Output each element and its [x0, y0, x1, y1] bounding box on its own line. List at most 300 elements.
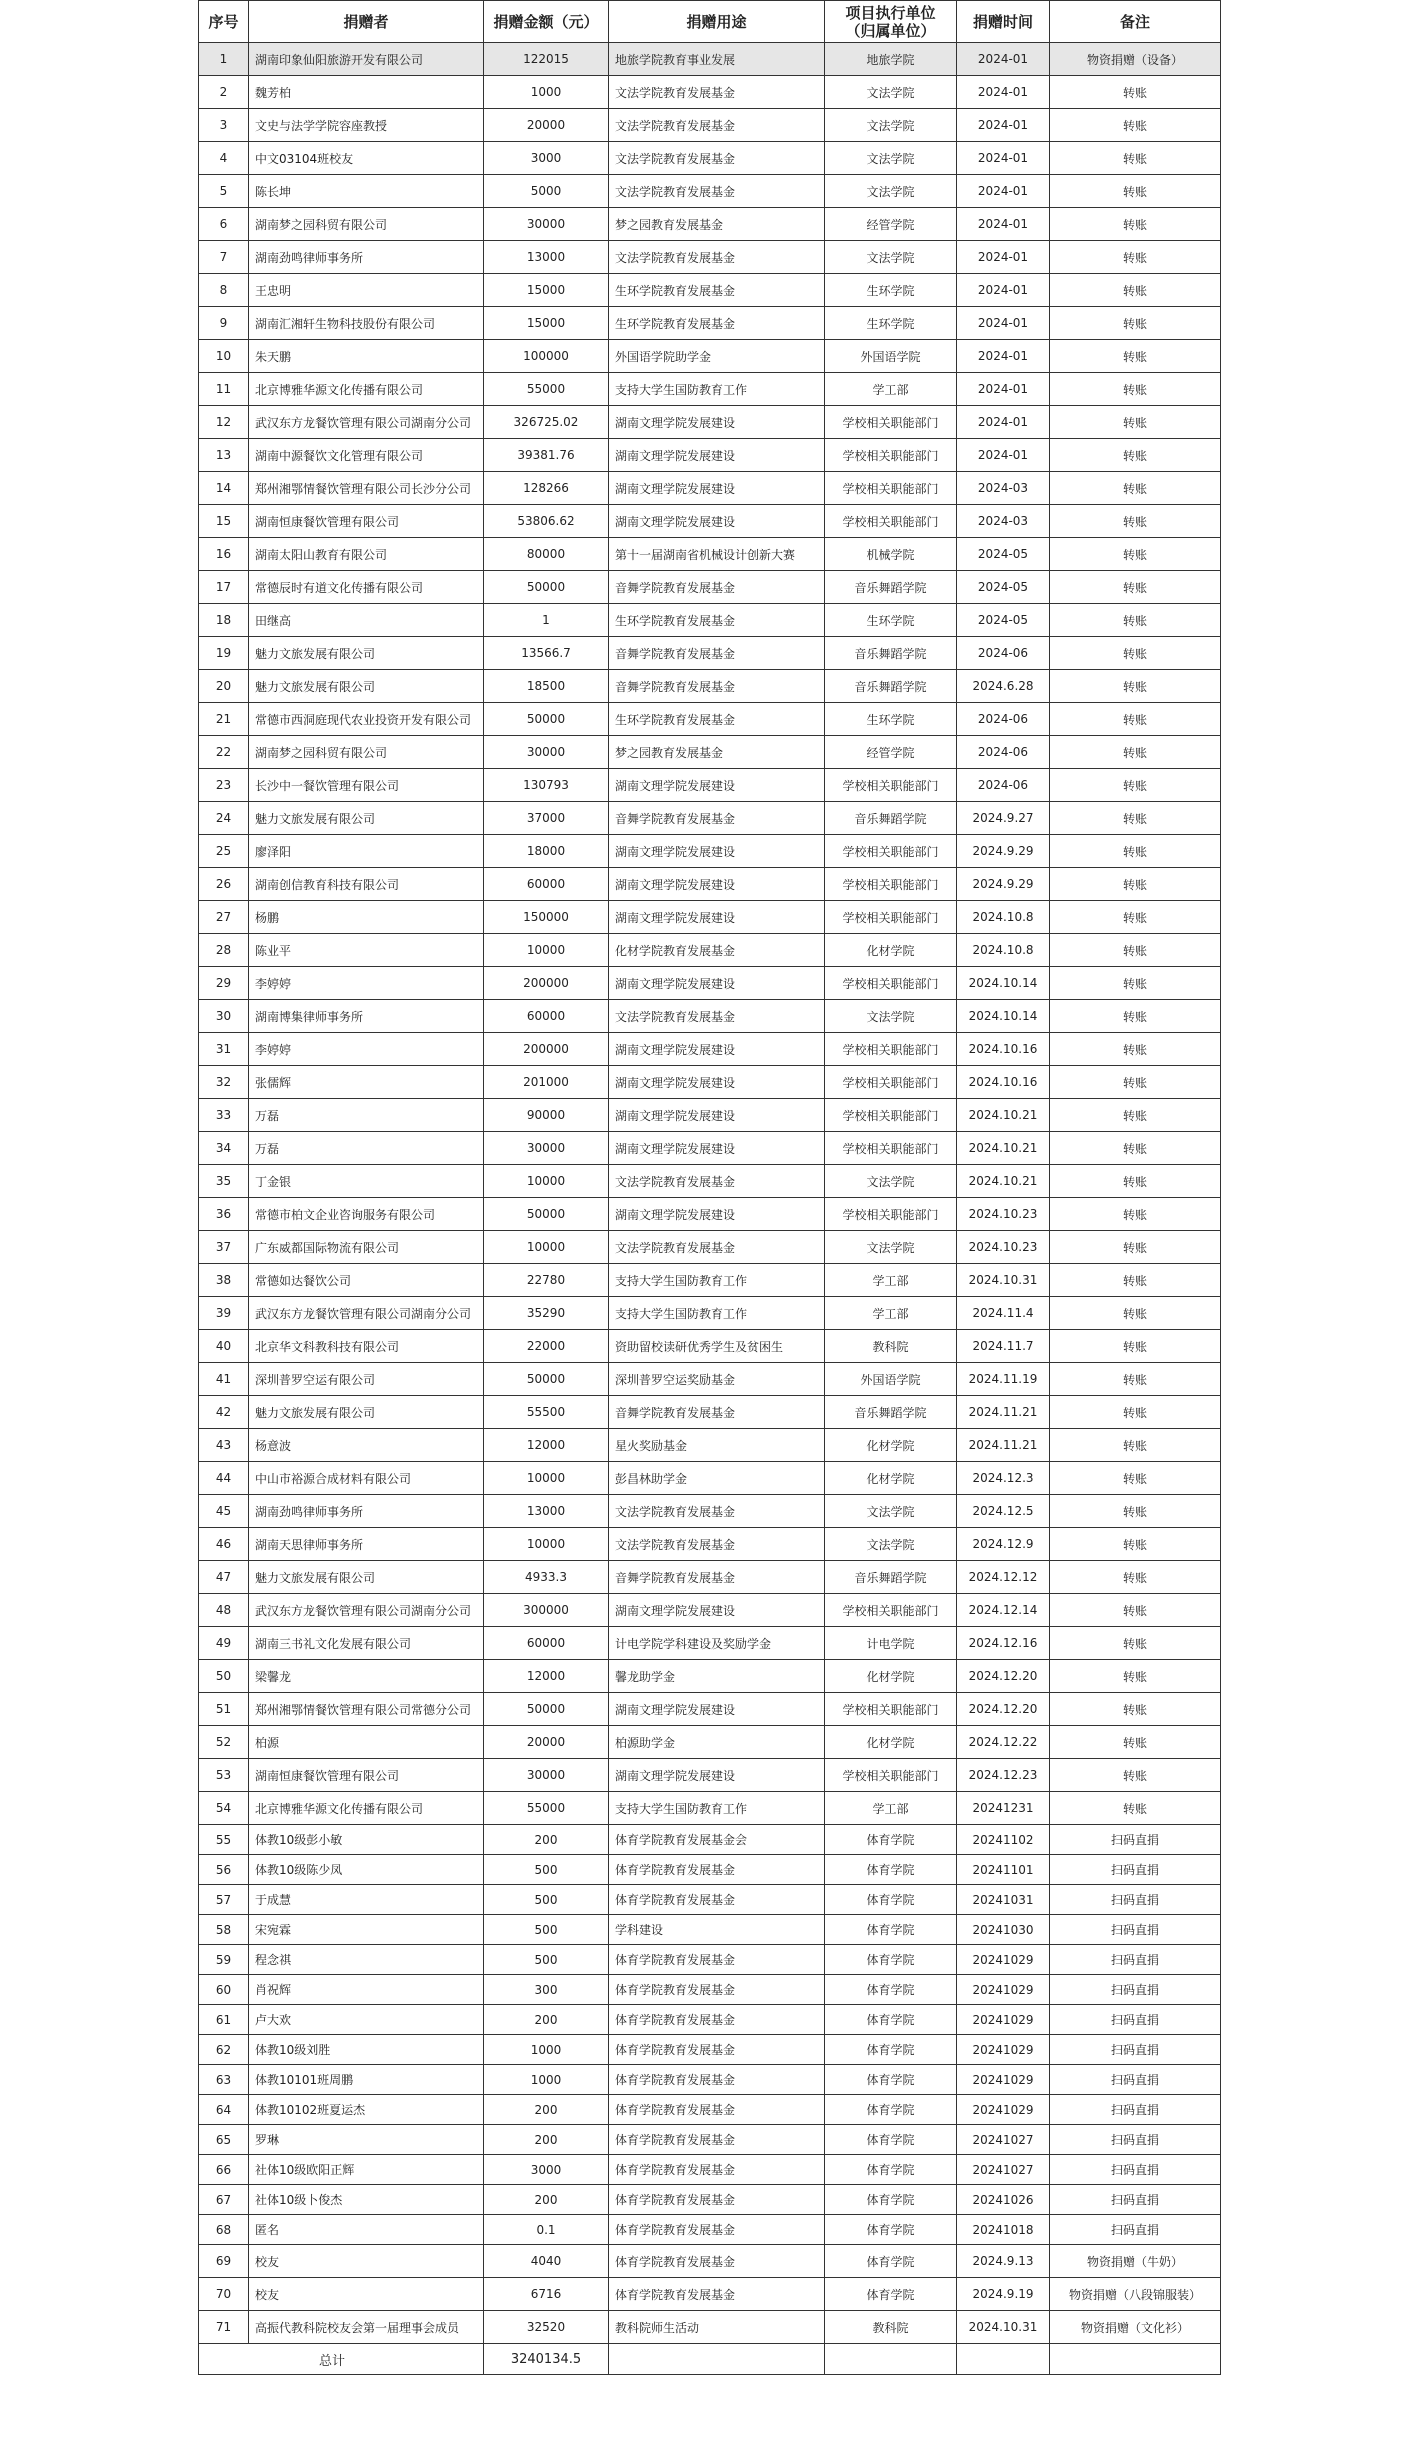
table-row [199, 274, 1221, 307]
cell-index: 32 [199, 1066, 249, 1099]
cell-unit: 学校相关职能部门 [825, 769, 957, 802]
cell-date: 2024.11.21 [957, 1429, 1050, 1462]
cell-index: 7 [199, 241, 249, 274]
cell-purpose: 文法学院教育发展基金 [609, 1231, 825, 1264]
cell-note: 转账 [1050, 109, 1221, 142]
cell-note: 转账 [1050, 1198, 1221, 1231]
cell-date: 2024.10.8 [957, 901, 1050, 934]
cell-donor: 郑州湘鄂情餐饮管理有限公司常德分公司 [249, 1693, 484, 1726]
cell-note: 转账 [1050, 769, 1221, 802]
cell-index: 8 [199, 274, 249, 307]
cell-donor: 李婷婷 [249, 1033, 484, 1066]
cell-unit: 学工部 [825, 1792, 957, 1825]
cell-purpose: 支持大学生国防教育工作 [609, 1297, 825, 1330]
cell-unit: 学校相关职能部门 [825, 1594, 957, 1627]
cell-donor: 湖南创信教育科技有限公司 [249, 868, 484, 901]
cell-amount: 15000 [484, 307, 609, 340]
cell-unit: 化材学院 [825, 1462, 957, 1495]
cell-donor: 梁馨龙 [249, 1660, 484, 1693]
cell-note: 转账 [1050, 868, 1221, 901]
cell-unit: 学校相关职能部门 [825, 1198, 957, 1231]
cell-amount: 35290 [484, 1297, 609, 1330]
table-row [199, 868, 1221, 901]
cell-amount: 500 [484, 1945, 609, 1975]
cell-purpose: 湖南文理学院发展建设 [609, 406, 825, 439]
table-row [199, 1198, 1221, 1231]
cell-donor: 湖南梦之园科贸有限公司 [249, 208, 484, 241]
cell-purpose: 生环学院教育发展基金 [609, 604, 825, 637]
cell-index: 65 [199, 2125, 249, 2155]
cell-unit: 文法学院 [825, 76, 957, 109]
cell-date: 2024.10.23 [957, 1198, 1050, 1231]
cell-note: 转账 [1050, 175, 1221, 208]
cell-note: 转账 [1050, 538, 1221, 571]
cell-unit: 体育学院 [825, 2065, 957, 2095]
table-row [199, 2005, 1221, 2035]
cell-donor: 宋宛霖 [249, 1915, 484, 1945]
table-row [199, 472, 1221, 505]
cell-purpose: 体育学院教育发展基金 [609, 2035, 825, 2065]
cell-date: 2024-01 [957, 274, 1050, 307]
table-row [199, 736, 1221, 769]
cell-note: 转账 [1050, 1231, 1221, 1264]
cell-note: 扫码直捐 [1050, 2065, 1221, 2095]
cell-amount: 200 [484, 2125, 609, 2155]
table-row [199, 439, 1221, 472]
header-index: 序号 [199, 1, 249, 43]
cell-unit: 生环学院 [825, 274, 957, 307]
cell-date: 2024.12.22 [957, 1726, 1050, 1759]
cell-index: 71 [199, 2311, 249, 2344]
cell-amount: 100000 [484, 340, 609, 373]
cell-date: 2024.10.23 [957, 1231, 1050, 1264]
cell-index: 16 [199, 538, 249, 571]
cell-date: 2024-01 [957, 340, 1050, 373]
cell-amount: 50000 [484, 1693, 609, 1726]
cell-unit: 体育学院 [825, 2185, 957, 2215]
cell-donor: 文史与法学学院容座教授 [249, 109, 484, 142]
cell-amount: 10000 [484, 1165, 609, 1198]
table-row [199, 109, 1221, 142]
cell-note: 转账 [1050, 406, 1221, 439]
cell-amount: 326725.02 [484, 406, 609, 439]
cell-note: 转账 [1050, 142, 1221, 175]
cell-date: 20241231 [957, 1792, 1050, 1825]
cell-note: 扫码直捐 [1050, 2155, 1221, 2185]
cell-amount: 12000 [484, 1660, 609, 1693]
cell-unit: 文法学院 [825, 142, 957, 175]
cell-amount: 30000 [484, 1132, 609, 1165]
cell-amount: 200 [484, 2005, 609, 2035]
cell-donor: 校友 [249, 2278, 484, 2311]
cell-donor: 社体10级欧阳正辉 [249, 2155, 484, 2185]
table-row [199, 769, 1221, 802]
cell-note: 转账 [1050, 1330, 1221, 1363]
cell-date: 20241030 [957, 1915, 1050, 1945]
table-row [199, 1855, 1221, 1885]
cell-unit: 化材学院 [825, 1660, 957, 1693]
cell-donor: 中文03104班校友 [249, 142, 484, 175]
cell-date: 2024.12.20 [957, 1693, 1050, 1726]
cell-note: 扫码直捐 [1050, 2125, 1221, 2155]
cell-date: 2024.9.13 [957, 2245, 1050, 2278]
table-row [199, 1792, 1221, 1825]
cell-unit: 体育学院 [825, 1855, 957, 1885]
table-row [199, 2035, 1221, 2065]
cell-purpose: 湖南文理学院发展建设 [609, 835, 825, 868]
cell-date: 2024.11.4 [957, 1297, 1050, 1330]
cell-date: 2024.9.27 [957, 802, 1050, 835]
cell-unit: 文法学院 [825, 1165, 957, 1198]
cell-unit: 学校相关职能部门 [825, 868, 957, 901]
cell-amount: 13000 [484, 241, 609, 274]
cell-donor: 丁金银 [249, 1165, 484, 1198]
cell-date: 2024-01 [957, 175, 1050, 208]
table-row [199, 703, 1221, 736]
cell-amount: 80000 [484, 538, 609, 571]
table-row [199, 142, 1221, 175]
cell-donor: 深圳普罗空运有限公司 [249, 1363, 484, 1396]
cell-amount: 6716 [484, 2278, 609, 2311]
table-row [199, 43, 1221, 76]
cell-date: 2024.12.12 [957, 1561, 1050, 1594]
table-row [199, 1033, 1221, 1066]
cell-date: 20241101 [957, 1855, 1050, 1885]
cell-date: 2024.10.21 [957, 1099, 1050, 1132]
cell-note: 物资捐赠（文化衫） [1050, 2311, 1221, 2344]
cell-purpose: 音舞学院教育发展基金 [609, 637, 825, 670]
cell-purpose: 体育学院教育发展基金 [609, 2005, 825, 2035]
cell-note: 转账 [1050, 1066, 1221, 1099]
table-row [199, 1165, 1221, 1198]
cell-date: 2024-01 [957, 307, 1050, 340]
cell-index: 41 [199, 1363, 249, 1396]
cell-note: 转账 [1050, 571, 1221, 604]
table-row [199, 2311, 1221, 2344]
table-row [199, 1975, 1221, 2005]
cell-index: 70 [199, 2278, 249, 2311]
cell-date: 20241027 [957, 2125, 1050, 2155]
cell-purpose: 湖南文理学院发展建设 [609, 1594, 825, 1627]
cell-unit: 经管学院 [825, 736, 957, 769]
cell-purpose: 梦之园教育发展基金 [609, 208, 825, 241]
cell-purpose: 文法学院教育发展基金 [609, 1528, 825, 1561]
cell-amount: 1000 [484, 76, 609, 109]
table-row [199, 1915, 1221, 1945]
cell-donor: 田继高 [249, 604, 484, 637]
cell-index: 11 [199, 373, 249, 406]
cell-donor: 武汉东方龙餐饮管理有限公司湖南分公司 [249, 1297, 484, 1330]
cell-index: 44 [199, 1462, 249, 1495]
cell-index: 23 [199, 769, 249, 802]
cell-donor: 体教10级陈少凤 [249, 1855, 484, 1885]
cell-amount: 55000 [484, 1792, 609, 1825]
table-row [199, 1462, 1221, 1495]
cell-donor: 高振代教科院校友会第一届理事会成员 [249, 2311, 484, 2344]
table-row [199, 2278, 1221, 2311]
table-row [199, 2065, 1221, 2095]
cell-date: 20241029 [957, 1975, 1050, 2005]
cell-purpose: 体育学院教育发展基金 [609, 2065, 825, 2095]
cell-index: 4 [199, 142, 249, 175]
cell-index: 37 [199, 1231, 249, 1264]
cell-index: 15 [199, 505, 249, 538]
cell-date: 2024.12.23 [957, 1759, 1050, 1792]
cell-amount: 200 [484, 2095, 609, 2125]
cell-amount: 22780 [484, 1264, 609, 1297]
total-empty [1050, 2344, 1221, 2375]
cell-donor: 陈业平 [249, 934, 484, 967]
cell-donor: 匿名 [249, 2215, 484, 2245]
cell-unit: 音乐舞蹈学院 [825, 670, 957, 703]
cell-date: 20241026 [957, 2185, 1050, 2215]
header-date: 捐赠时间 [957, 1, 1050, 43]
cell-amount: 200000 [484, 967, 609, 1000]
table-row [199, 2125, 1221, 2155]
cell-note: 转账 [1050, 1297, 1221, 1330]
cell-purpose: 体育学院教育发展基金 [609, 1945, 825, 1975]
cell-donor: 广东威都国际物流有限公司 [249, 1231, 484, 1264]
table-row [199, 2095, 1221, 2125]
cell-date: 2024.10.31 [957, 1264, 1050, 1297]
cell-purpose: 文法学院教育发展基金 [609, 1495, 825, 1528]
cell-unit: 生环学院 [825, 604, 957, 637]
table-row [199, 1885, 1221, 1915]
cell-purpose: 星火奖励基金 [609, 1429, 825, 1462]
cell-amount: 201000 [484, 1066, 609, 1099]
cell-unit: 学校相关职能部门 [825, 439, 957, 472]
table-row [199, 340, 1221, 373]
cell-purpose: 体育学院教育发展基金 [609, 1975, 825, 2005]
cell-unit: 学校相关职能部门 [825, 472, 957, 505]
cell-index: 31 [199, 1033, 249, 1066]
cell-amount: 200000 [484, 1033, 609, 1066]
cell-amount: 20000 [484, 109, 609, 142]
table-row [199, 1396, 1221, 1429]
cell-date: 2024-01 [957, 406, 1050, 439]
cell-purpose: 化材学院教育发展基金 [609, 934, 825, 967]
cell-donor: 湖南汇湘轩生物科技股份有限公司 [249, 307, 484, 340]
cell-index: 26 [199, 868, 249, 901]
cell-date: 2024.12.20 [957, 1660, 1050, 1693]
table-row [199, 571, 1221, 604]
cell-index: 64 [199, 2095, 249, 2125]
cell-amount: 500 [484, 1915, 609, 1945]
cell-date: 2024.10.21 [957, 1165, 1050, 1198]
cell-date: 2024-06 [957, 703, 1050, 736]
cell-date: 2024.9.29 [957, 835, 1050, 868]
cell-unit: 文法学院 [825, 175, 957, 208]
cell-note: 转账 [1050, 1495, 1221, 1528]
cell-date: 2024.6.28 [957, 670, 1050, 703]
cell-date: 20241029 [957, 2035, 1050, 2065]
cell-index: 18 [199, 604, 249, 637]
cell-note: 转账 [1050, 934, 1221, 967]
table-row [199, 637, 1221, 670]
cell-unit: 学校相关职能部门 [825, 1066, 957, 1099]
cell-unit: 体育学院 [825, 2245, 957, 2278]
cell-purpose: 湖南文理学院发展建设 [609, 769, 825, 802]
table-row [199, 1726, 1221, 1759]
cell-unit: 外国语学院 [825, 340, 957, 373]
cell-index: 62 [199, 2035, 249, 2065]
cell-note: 转账 [1050, 1165, 1221, 1198]
table-row [199, 2185, 1221, 2215]
cell-note: 扫码直捐 [1050, 2005, 1221, 2035]
cell-purpose: 音舞学院教育发展基金 [609, 670, 825, 703]
cell-index: 34 [199, 1132, 249, 1165]
cell-unit: 化材学院 [825, 1726, 957, 1759]
cell-note: 转账 [1050, 307, 1221, 340]
cell-date: 2024.11.21 [957, 1396, 1050, 1429]
cell-purpose: 生环学院教育发展基金 [609, 703, 825, 736]
cell-unit: 学校相关职能部门 [825, 901, 957, 934]
cell-date: 20241029 [957, 2095, 1050, 2125]
table-row [199, 1759, 1221, 1792]
cell-unit: 音乐舞蹈学院 [825, 802, 957, 835]
cell-note: 转账 [1050, 703, 1221, 736]
cell-purpose: 湖南文理学院发展建设 [609, 1198, 825, 1231]
cell-date: 2024.11.19 [957, 1363, 1050, 1396]
cell-donor: 万磊 [249, 1132, 484, 1165]
cell-donor: 社体10级卜俊杰 [249, 2185, 484, 2215]
cell-donor: 郑州湘鄂情餐饮管理有限公司长沙分公司 [249, 472, 484, 505]
table-row [199, 967, 1221, 1000]
cell-amount: 15000 [484, 274, 609, 307]
cell-note: 扫码直捐 [1050, 2095, 1221, 2125]
cell-purpose: 教科院师生活动 [609, 2311, 825, 2344]
cell-note: 转账 [1050, 1561, 1221, 1594]
table-row [199, 1561, 1221, 1594]
cell-index: 57 [199, 1885, 249, 1915]
cell-donor: 湖南太阳山教育有限公司 [249, 538, 484, 571]
cell-amount: 18000 [484, 835, 609, 868]
cell-donor: 体教10101班周鹏 [249, 2065, 484, 2095]
cell-purpose: 支持大学生国防教育工作 [609, 373, 825, 406]
cell-amount: 500 [484, 1885, 609, 1915]
cell-purpose: 计电学院学科建设及奖励学金 [609, 1627, 825, 1660]
cell-purpose: 支持大学生国防教育工作 [609, 1264, 825, 1297]
total-empty [825, 2344, 957, 2375]
cell-index: 51 [199, 1693, 249, 1726]
cell-date: 2024.12.14 [957, 1594, 1050, 1627]
cell-donor: 张儒辉 [249, 1066, 484, 1099]
cell-date: 2024.12.5 [957, 1495, 1050, 1528]
cell-date: 2024.12.16 [957, 1627, 1050, 1660]
cell-donor: 杨意波 [249, 1429, 484, 1462]
cell-unit: 体育学院 [825, 1975, 957, 2005]
table-row [199, 1693, 1221, 1726]
table-row [199, 802, 1221, 835]
cell-index: 45 [199, 1495, 249, 1528]
cell-donor: 体教10级刘胜 [249, 2035, 484, 2065]
cell-date: 2024-01 [957, 43, 1050, 76]
cell-purpose: 湖南文理学院发展建设 [609, 505, 825, 538]
cell-donor: 湖南梦之园科贸有限公司 [249, 736, 484, 769]
cell-note: 扫码直捐 [1050, 2215, 1221, 2245]
table-row [199, 1528, 1221, 1561]
cell-amount: 5000 [484, 175, 609, 208]
cell-amount: 122015 [484, 43, 609, 76]
cell-amount: 300000 [484, 1594, 609, 1627]
cell-unit: 教科院 [825, 1330, 957, 1363]
cell-amount: 50000 [484, 1198, 609, 1231]
table-body [199, 43, 1221, 2344]
cell-note: 转账 [1050, 439, 1221, 472]
cell-unit: 体育学院 [825, 1915, 957, 1945]
table-row [199, 1825, 1221, 1855]
cell-unit: 文法学院 [825, 241, 957, 274]
cell-index: 55 [199, 1825, 249, 1855]
table-row [199, 1495, 1221, 1528]
cell-purpose: 体育学院教育发展基金 [609, 2095, 825, 2125]
cell-index: 14 [199, 472, 249, 505]
cell-amount: 4933.3 [484, 1561, 609, 1594]
cell-unit: 学工部 [825, 1264, 957, 1297]
cell-donor: 朱天鹏 [249, 340, 484, 373]
cell-donor: 湖南三书礼文化发展有限公司 [249, 1627, 484, 1660]
cell-amount: 55000 [484, 373, 609, 406]
header-note: 备注 [1050, 1, 1221, 43]
cell-amount: 22000 [484, 1330, 609, 1363]
cell-purpose: 湖南文理学院发展建设 [609, 1693, 825, 1726]
cell-date: 20241018 [957, 2215, 1050, 2245]
cell-amount: 90000 [484, 1099, 609, 1132]
cell-amount: 30000 [484, 208, 609, 241]
cell-index: 17 [199, 571, 249, 604]
cell-purpose: 馨龙助学金 [609, 1660, 825, 1693]
cell-note: 转账 [1050, 1099, 1221, 1132]
cell-unit: 体育学院 [825, 2005, 957, 2035]
cell-note: 转账 [1050, 505, 1221, 538]
cell-index: 5 [199, 175, 249, 208]
cell-amount: 10000 [484, 934, 609, 967]
cell-unit: 体育学院 [825, 1945, 957, 1975]
cell-index: 39 [199, 1297, 249, 1330]
cell-purpose: 音舞学院教育发展基金 [609, 1396, 825, 1429]
header-row [199, 1, 1221, 43]
cell-amount: 10000 [484, 1528, 609, 1561]
table-row [199, 406, 1221, 439]
cell-note: 转账 [1050, 1396, 1221, 1429]
cell-purpose: 音舞学院教育发展基金 [609, 802, 825, 835]
cell-purpose: 梦之园教育发展基金 [609, 736, 825, 769]
cell-date: 20241029 [957, 1945, 1050, 1975]
cell-unit: 音乐舞蹈学院 [825, 571, 957, 604]
cell-amount: 55500 [484, 1396, 609, 1429]
cell-date: 2024-01 [957, 208, 1050, 241]
cell-note: 转账 [1050, 1363, 1221, 1396]
cell-purpose: 文法学院教育发展基金 [609, 1000, 825, 1033]
cell-date: 2024.10.31 [957, 2311, 1050, 2344]
cell-index: 19 [199, 637, 249, 670]
cell-date: 2024-01 [957, 76, 1050, 109]
cell-donor: 程念祺 [249, 1945, 484, 1975]
cell-purpose: 文法学院教育发展基金 [609, 142, 825, 175]
cell-date: 2024.12.3 [957, 1462, 1050, 1495]
cell-note: 扫码直捐 [1050, 1855, 1221, 1885]
cell-amount: 3000 [484, 2155, 609, 2185]
cell-unit: 学校相关职能部门 [825, 1099, 957, 1132]
cell-amount: 39381.76 [484, 439, 609, 472]
cell-donor: 卢大欢 [249, 2005, 484, 2035]
cell-purpose: 音舞学院教育发展基金 [609, 571, 825, 604]
cell-donor: 肖祝辉 [249, 1975, 484, 2005]
cell-purpose: 深圳普罗空运奖励基金 [609, 1363, 825, 1396]
cell-index: 68 [199, 2215, 249, 2245]
table-row [199, 2155, 1221, 2185]
table-row [199, 604, 1221, 637]
